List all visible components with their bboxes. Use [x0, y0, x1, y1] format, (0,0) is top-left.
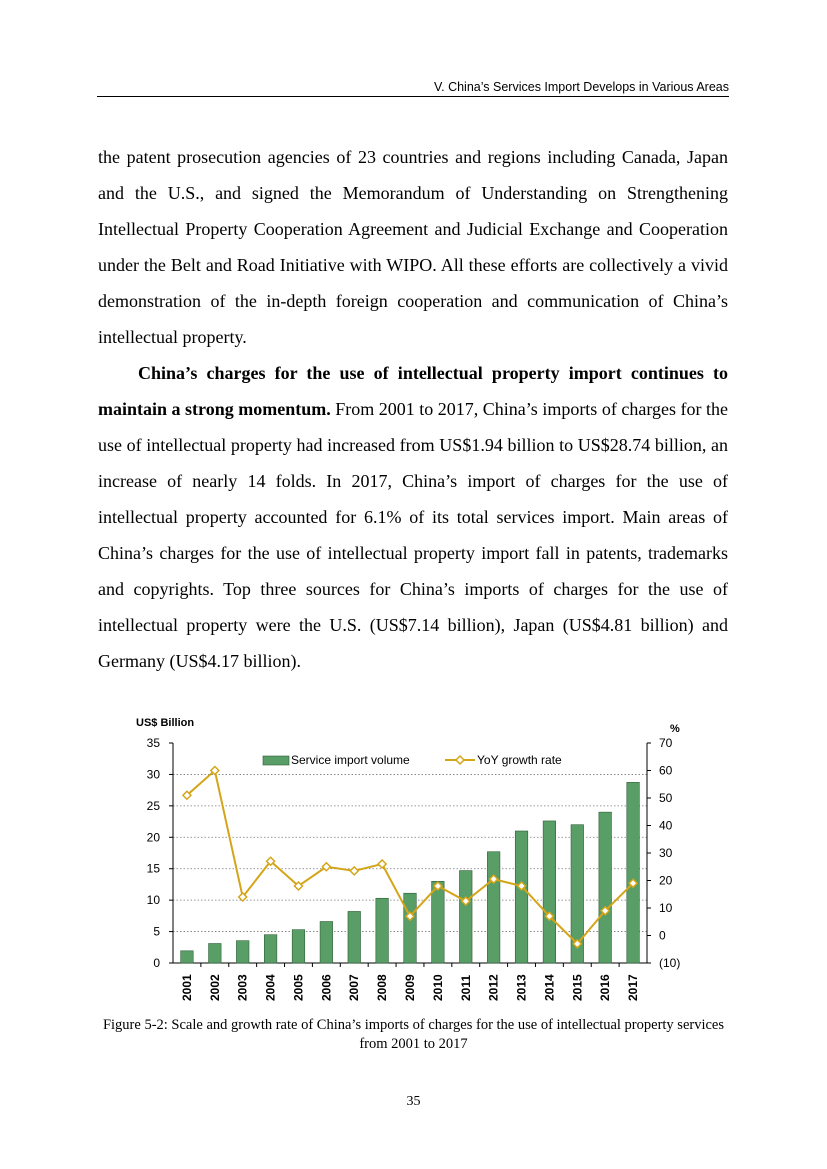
- bar: [599, 812, 612, 963]
- x-tick-label: 2003: [235, 974, 250, 1001]
- y-tick-label-right: 0: [659, 928, 666, 943]
- y-tick-label-left: 15: [146, 861, 160, 876]
- y-tick-label-right: 50: [659, 791, 673, 805]
- x-tick-label: 2017: [626, 974, 641, 1001]
- y-tick-label-right: 70: [659, 736, 673, 750]
- bar: [627, 782, 640, 963]
- bar: [376, 898, 389, 963]
- x-tick-label: 2013: [514, 974, 529, 1001]
- y-tick-label-left: 5: [153, 924, 160, 939]
- legend-label: YoY growth rate: [477, 753, 562, 767]
- y-tick-label-left: 25: [146, 798, 160, 813]
- bar: [264, 935, 277, 963]
- chart: [128, 712, 688, 1012]
- bar: [348, 911, 361, 963]
- legend-swatch-bar: [263, 756, 289, 765]
- y-axis-title-right: %: [670, 723, 680, 735]
- x-tick-label: 2014: [542, 974, 557, 1001]
- figure-caption: Figure 5-2: Scale and growth rate of China’s imports of charges for the use of intellectual property services from 2001 to 2017: [102, 1017, 725, 1052]
- growth-marker: [378, 860, 386, 868]
- x-tick-label: 2015: [570, 974, 585, 1001]
- y-tick-label-right: 10: [659, 901, 673, 915]
- y-tick-label-left: 10: [146, 893, 160, 908]
- x-tick-label: 2002: [207, 974, 222, 1001]
- x-tick-label: 2006: [319, 974, 334, 1001]
- bar: [487, 852, 500, 963]
- legend-swatch-marker: [456, 756, 464, 764]
- y-tick-label-left: 0: [153, 956, 160, 970]
- x-tick-label: 2012: [486, 974, 501, 1001]
- x-tick-label: 2007: [347, 974, 362, 1001]
- x-tick-label: 2004: [263, 974, 278, 1001]
- y-tick-label-left: 35: [146, 736, 160, 750]
- legend-label: Service import volume: [291, 753, 410, 767]
- running-header: V. China’s Services Import Develops in Various Areas: [97, 78, 729, 97]
- growth-marker: [350, 867, 358, 875]
- bar: [543, 821, 556, 963]
- y-tick-label-left: 20: [146, 830, 160, 845]
- bar: [404, 893, 417, 963]
- x-tick-label: 2010: [430, 974, 445, 1001]
- paragraph: [98, 355, 728, 679]
- x-tick-label: 2005: [291, 974, 306, 1001]
- paragraph: the patent prosecution agencies of 23 countries and regions including Canada, Japan and the U.S., and signed the Memorandum of Understanding on Strengthening Intellectual Property Cooperation Agreement and Judicial Exchange and Cooperation under the Belt and Road Initiative with WIPO. All these efforts are collectively a vivid demonstration of the in-depth foreign cooperation and communication of China’s intellectual property.: [98, 147, 728, 347]
- bar: [459, 871, 472, 963]
- bar: [209, 944, 222, 963]
- y-tick-label-right: 20: [659, 873, 673, 888]
- x-tick-label: 2001: [179, 974, 194, 1001]
- x-tick-label: 2011: [458, 974, 473, 1001]
- x-tick-label: 2008: [375, 974, 390, 1001]
- bar: [236, 941, 249, 963]
- y-tick-label-right: 30: [659, 846, 673, 860]
- y-tick-label-right: 60: [659, 763, 673, 778]
- body-text: [98, 139, 728, 679]
- y-tick-label-right: (10): [659, 956, 681, 970]
- bar: [432, 881, 445, 963]
- paragraph-lead: China’s charges for the use of intellectual property import continues to maintain a strong momentum.: [98, 363, 728, 419]
- x-tick-label: 2016: [598, 974, 613, 1001]
- x-tick-label: 2009: [403, 974, 417, 1001]
- chart-svg: [128, 712, 688, 1012]
- page-number: 35: [406, 1094, 421, 1109]
- paragraph-body: From 2001 to 2017, China’s imports of charges for the use of intellectual property had increased from US$1.94 billion to US$28.74 billion, an increase of nearly 14 folds. In 2017, China’s import of charges for the use of intellectual property accounted for 6.1% of its total services import. Main areas of China’s charges for the use of intellectual property import fall in patents, trademarks and copyrights. Top three sources for China’s imports of charges for the use of intellectual property were the U.S. (US$7.14 billion), Japan (US$4.81 billion) and Germany (US$4.17 billion).: [98, 399, 728, 671]
- y-tick-label-left: 30: [146, 767, 160, 782]
- bar: [515, 831, 528, 963]
- y-axis-title-left: US$ Billion: [136, 717, 195, 729]
- y-tick-label-right: 40: [659, 818, 673, 833]
- bar: [181, 951, 194, 963]
- bar: [320, 922, 333, 963]
- bar: [292, 930, 305, 963]
